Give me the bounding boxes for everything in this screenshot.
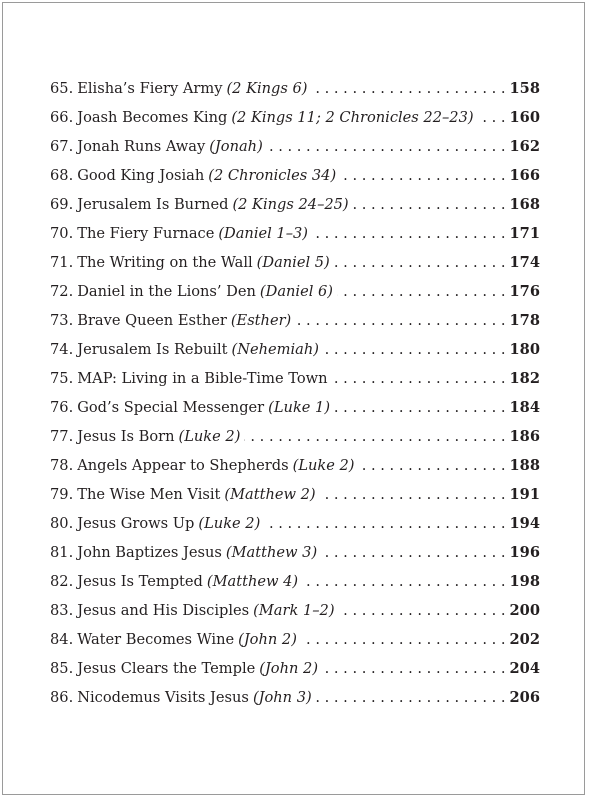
dot-leader — [316, 689, 506, 706]
book-page — [2, 2, 585, 795]
dot-leader — [323, 341, 506, 358]
entry-scripture-reference: (Daniel 1–3) — [218, 225, 308, 242]
entry-page-number: 188 — [509, 457, 540, 474]
entry-scripture-reference: (Luke 2) — [198, 515, 261, 532]
dot-leader — [244, 428, 505, 445]
dot-leader — [295, 312, 505, 329]
entry-page-number: 171 — [509, 225, 540, 242]
dot-leader — [353, 196, 506, 213]
entry-number: 80. — [50, 515, 74, 532]
toc-entry — [50, 631, 540, 660]
toc-entry — [50, 689, 540, 718]
toc-entry — [50, 486, 540, 515]
entry-scripture-reference: (Matthew 3) — [225, 544, 318, 561]
dot-leader — [312, 80, 506, 97]
entry-number: 78. — [50, 457, 74, 474]
entry-scripture-reference: (John 3) — [252, 689, 312, 706]
entry-number: 82. — [50, 573, 74, 590]
entry-title: Water Becomes Wine — [77, 631, 235, 648]
entry-scripture-reference: (Luke 1) — [268, 399, 331, 416]
entry-number: 84. — [50, 631, 74, 648]
dot-leader — [301, 631, 506, 648]
dot-leader — [340, 167, 505, 184]
toc-entry — [50, 370, 540, 399]
entry-page-number: 196 — [509, 544, 540, 561]
dot-leader — [264, 515, 505, 532]
entry-page-number: 160 — [509, 109, 540, 126]
dot-leader — [321, 544, 505, 561]
toc-entry — [50, 428, 540, 457]
entry-number: 76. — [50, 399, 74, 416]
entry-title: Jesus Clears the Temple — [77, 660, 256, 677]
entry-scripture-reference: (Nehemiah) — [231, 341, 319, 358]
entry-title: Jesus Grows Up — [77, 515, 195, 532]
entry-title: Jerusalem Is Burned — [77, 196, 229, 213]
entry-page-number: 202 — [509, 631, 540, 648]
toc-entry — [50, 544, 540, 573]
entry-page-number: 198 — [509, 573, 540, 590]
dot-leader — [339, 602, 506, 619]
table-of-contents — [50, 80, 540, 718]
entry-title: Elisha’s Fiery Army — [77, 80, 223, 97]
entry-page-number: 182 — [509, 370, 540, 387]
entry-number: 75. — [50, 370, 74, 387]
entry-number: 70. — [50, 225, 74, 242]
entry-title: The Wise Men Visit — [77, 486, 221, 503]
dot-leader — [320, 486, 506, 503]
entry-title: Nicodemus Visits Jesus — [77, 689, 249, 706]
entry-title: Jerusalem Is Rebuilt — [77, 341, 228, 358]
entry-title: Jesus and His Disciples — [77, 602, 250, 619]
toc-entry — [50, 602, 540, 631]
entry-number: 86. — [50, 689, 74, 706]
dot-leader — [322, 660, 506, 677]
entry-page-number: 162 — [509, 138, 540, 155]
toc-entry — [50, 167, 540, 196]
entry-page-number: 166 — [509, 167, 540, 184]
entry-page-number: 168 — [509, 196, 540, 213]
entry-scripture-reference: (2 Kings 24–25) — [232, 196, 349, 213]
toc-entry — [50, 254, 540, 283]
entry-number: 72. — [50, 283, 74, 300]
entry-scripture-reference: (Mark 1–2) — [253, 602, 335, 619]
entry-scripture-reference: (2 Kings 6) — [226, 80, 308, 97]
entry-number: 69. — [50, 196, 74, 213]
entry-page-number: 176 — [509, 283, 540, 300]
dot-leader — [337, 283, 506, 300]
entry-page-number: 194 — [509, 515, 540, 532]
entry-page-number: 178 — [509, 312, 540, 329]
dot-leader — [334, 254, 506, 271]
dot-leader — [302, 573, 505, 590]
entry-title: Jesus Is Born — [77, 428, 175, 445]
entry-number: 81. — [50, 544, 74, 561]
entry-number: 67. — [50, 138, 74, 155]
entry-number: 73. — [50, 312, 74, 329]
entry-scripture-reference: (Matthew 2) — [224, 486, 316, 503]
entry-page-number: 174 — [509, 254, 540, 271]
toc-entry — [50, 399, 540, 428]
entry-title: Good King Josiah — [77, 167, 205, 184]
entry-number: 74. — [50, 341, 74, 358]
dot-leader — [332, 370, 506, 387]
entry-title: The Fiery Furnace — [77, 225, 215, 242]
entry-scripture-reference: (Luke 2) — [292, 457, 355, 474]
entry-number: 66. — [50, 109, 74, 126]
entry-title: God’s Special Messenger — [77, 399, 265, 416]
toc-entry — [50, 573, 540, 602]
entry-number: 83. — [50, 602, 74, 619]
entry-title: John Baptizes Jesus — [77, 544, 222, 561]
entry-title: Jonah Runs Away — [77, 138, 206, 155]
toc-entry — [50, 109, 540, 138]
entry-scripture-reference: (Matthew 4) — [206, 573, 299, 590]
dot-leader — [478, 109, 506, 126]
entry-page-number: 191 — [509, 486, 540, 503]
entry-page-number: 206 — [509, 689, 540, 706]
entry-page-number: 186 — [509, 428, 540, 445]
entry-number: 68. — [50, 167, 74, 184]
entry-page-number: 180 — [509, 341, 540, 358]
entry-scripture-reference: (John 2) — [238, 631, 297, 648]
entry-page-number: 204 — [509, 660, 540, 677]
toc-entry — [50, 457, 540, 486]
entry-number: 85. — [50, 660, 74, 677]
entry-title: MAP: Living in a Bible-Time Town — [77, 370, 328, 387]
dot-leader — [359, 457, 506, 474]
entry-page-number: 200 — [509, 602, 540, 619]
toc-entry — [50, 660, 540, 689]
dot-leader — [334, 399, 505, 416]
entry-scripture-reference: (John 2) — [259, 660, 319, 677]
entry-title: Jesus Is Tempted — [77, 573, 203, 590]
toc-entry — [50, 196, 540, 225]
toc-entry — [50, 312, 540, 341]
entry-title: Joash Becomes King — [77, 109, 228, 126]
entry-number: 65. — [50, 80, 74, 97]
entry-scripture-reference: (Luke 2) — [178, 428, 241, 445]
toc-entry — [50, 225, 540, 254]
entry-number: 71. — [50, 254, 74, 271]
entry-scripture-reference: (Jonah) — [209, 138, 263, 155]
dot-leader — [267, 138, 506, 155]
toc-entry — [50, 515, 540, 544]
entry-scripture-reference: (2 Chronicles 34) — [208, 167, 337, 184]
entry-number: 77. — [50, 428, 74, 445]
toc-entry — [50, 283, 540, 312]
entry-number: 79. — [50, 486, 74, 503]
entry-title: The Writing on the Wall — [77, 254, 253, 271]
entry-scripture-reference: (Esther) — [230, 312, 292, 329]
entry-scripture-reference: (2 Kings 11; 2 Chronicles 22–23) — [231, 109, 474, 126]
entry-title: Daniel in the Lions’ Den — [77, 283, 256, 300]
entry-scripture-reference: (Daniel 5) — [256, 254, 330, 271]
entry-page-number: 184 — [509, 399, 540, 416]
entry-title: Angels Appear to Shepherds — [77, 457, 289, 474]
dot-leader — [312, 225, 506, 242]
toc-entry — [50, 80, 540, 109]
entry-title: Brave Queen Esther — [77, 312, 227, 329]
entry-page-number: 158 — [509, 80, 540, 97]
toc-entry — [50, 341, 540, 370]
entry-scripture-reference: (Daniel 6) — [259, 283, 334, 300]
toc-entry — [50, 138, 540, 167]
